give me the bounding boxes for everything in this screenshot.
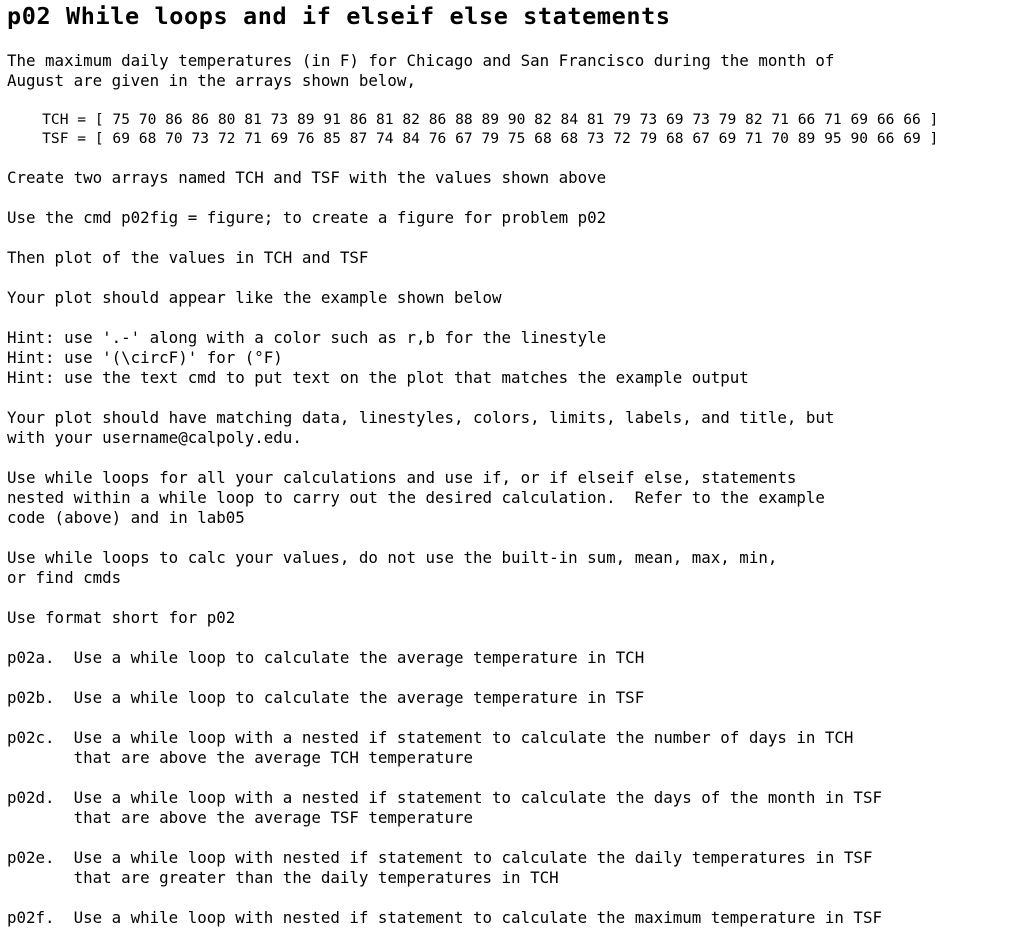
- spacer: [7, 528, 1017, 548]
- instruction-line: Use the cmd p02fig = figure; to create a figure for problem p02: [7, 208, 607, 227]
- part-p02f: p02f. Use a while loop with nested if statement to calculate the maximum temperature in TSF: [7, 908, 882, 927]
- spacer: [7, 388, 1017, 408]
- instruction-line: nested within a while loop to carry out the desired calculation. Refer to the example: [7, 488, 825, 507]
- tsf-array-line: TSF = [ 69 68 70 73 72 71 69 76 85 87 74 84 76 67 79 75 68 68 73 72 79 68 67 69 71 70 89 95 90 66 69 ]: [7, 130, 939, 147]
- hint-line: Hint: use the text cmd to put text on the plot that matches the example output: [7, 368, 749, 387]
- spacer: [7, 268, 1017, 288]
- spacer: [7, 31, 1017, 51]
- instruction-line: Your plot should appear like the example shown below: [7, 288, 502, 307]
- spacer: [7, 308, 1017, 328]
- tch-array-line: TCH = [ 75 70 86 86 80 81 73 89 91 86 81 82 86 88 89 90 82 84 81 79 73 69 73 79 82 71 66 71 69 66 66 ]: [7, 111, 939, 128]
- spacer: [7, 228, 1017, 248]
- part-p02b: p02b. Use a while loop to calculate the average temperature in TSF: [7, 688, 645, 707]
- spacer: [7, 188, 1017, 208]
- instruction-line: with your username@calpoly.edu.: [7, 428, 302, 447]
- instruction-line: code (above) and in lab05: [7, 508, 245, 527]
- document-page: [7, 0, 1017, 928]
- part-p02a: p02a. Use a while loop to calculate the average temperature in TCH: [7, 648, 645, 667]
- part-p02d: p02d. Use a while loop with a nested if statement to calculate the days of the month in TSF: [7, 788, 882, 807]
- part-p02c: p02c. Use a while loop with a nested if statement to calculate the number of days in TCH: [7, 728, 854, 747]
- instruction-line: or find cmds: [7, 568, 122, 587]
- instruction-line: Use while loops to calc your values, do not use the built-in sum, mean, max, min,: [7, 548, 778, 567]
- instruction-line: Use while loops for all your calculations and use if, or if elseif else, statements: [7, 468, 797, 487]
- part-p02d-continued: that are above the average TSF temperature: [7, 808, 474, 827]
- spacer: [7, 888, 1017, 908]
- part-p02c-continued: that are above the average TCH temperature: [7, 748, 474, 767]
- spacer: [7, 448, 1017, 468]
- intro-text-line: August are given in the arrays shown below,: [7, 71, 416, 90]
- hint-line: Hint: use '(\circF)' for (°F): [7, 348, 283, 367]
- hint-line: Hint: use '.-' along with a color such as r,b for the linestyle: [7, 328, 607, 347]
- part-p02e-continued: that are greater than the daily temperatures in TCH: [7, 868, 559, 887]
- spacer: [7, 148, 1017, 168]
- spacer: [7, 91, 1017, 110]
- spacer: [7, 588, 1017, 608]
- intro-text-line: The maximum daily temperatures (in F) for Chicago and San Francisco during the month of: [7, 51, 835, 70]
- page-title: p02 While loops and if elseif else statements: [7, 2, 671, 30]
- instruction-line: Use format short for p02: [7, 608, 236, 627]
- instruction-line: Then plot of the values in TCH and TSF: [7, 248, 369, 267]
- spacer: [7, 668, 1017, 688]
- spacer: [7, 768, 1017, 788]
- spacer: [7, 628, 1017, 648]
- spacer: [7, 828, 1017, 848]
- instruction-line: Create two arrays named TCH and TSF with the values shown above: [7, 168, 607, 187]
- part-p02e: p02e. Use a while loop with nested if statement to calculate the daily temperatures in TSF: [7, 848, 873, 867]
- instruction-line: Your plot should have matching data, linestyles, colors, limits, labels, and title, but: [7, 408, 835, 427]
- spacer: [7, 708, 1017, 728]
